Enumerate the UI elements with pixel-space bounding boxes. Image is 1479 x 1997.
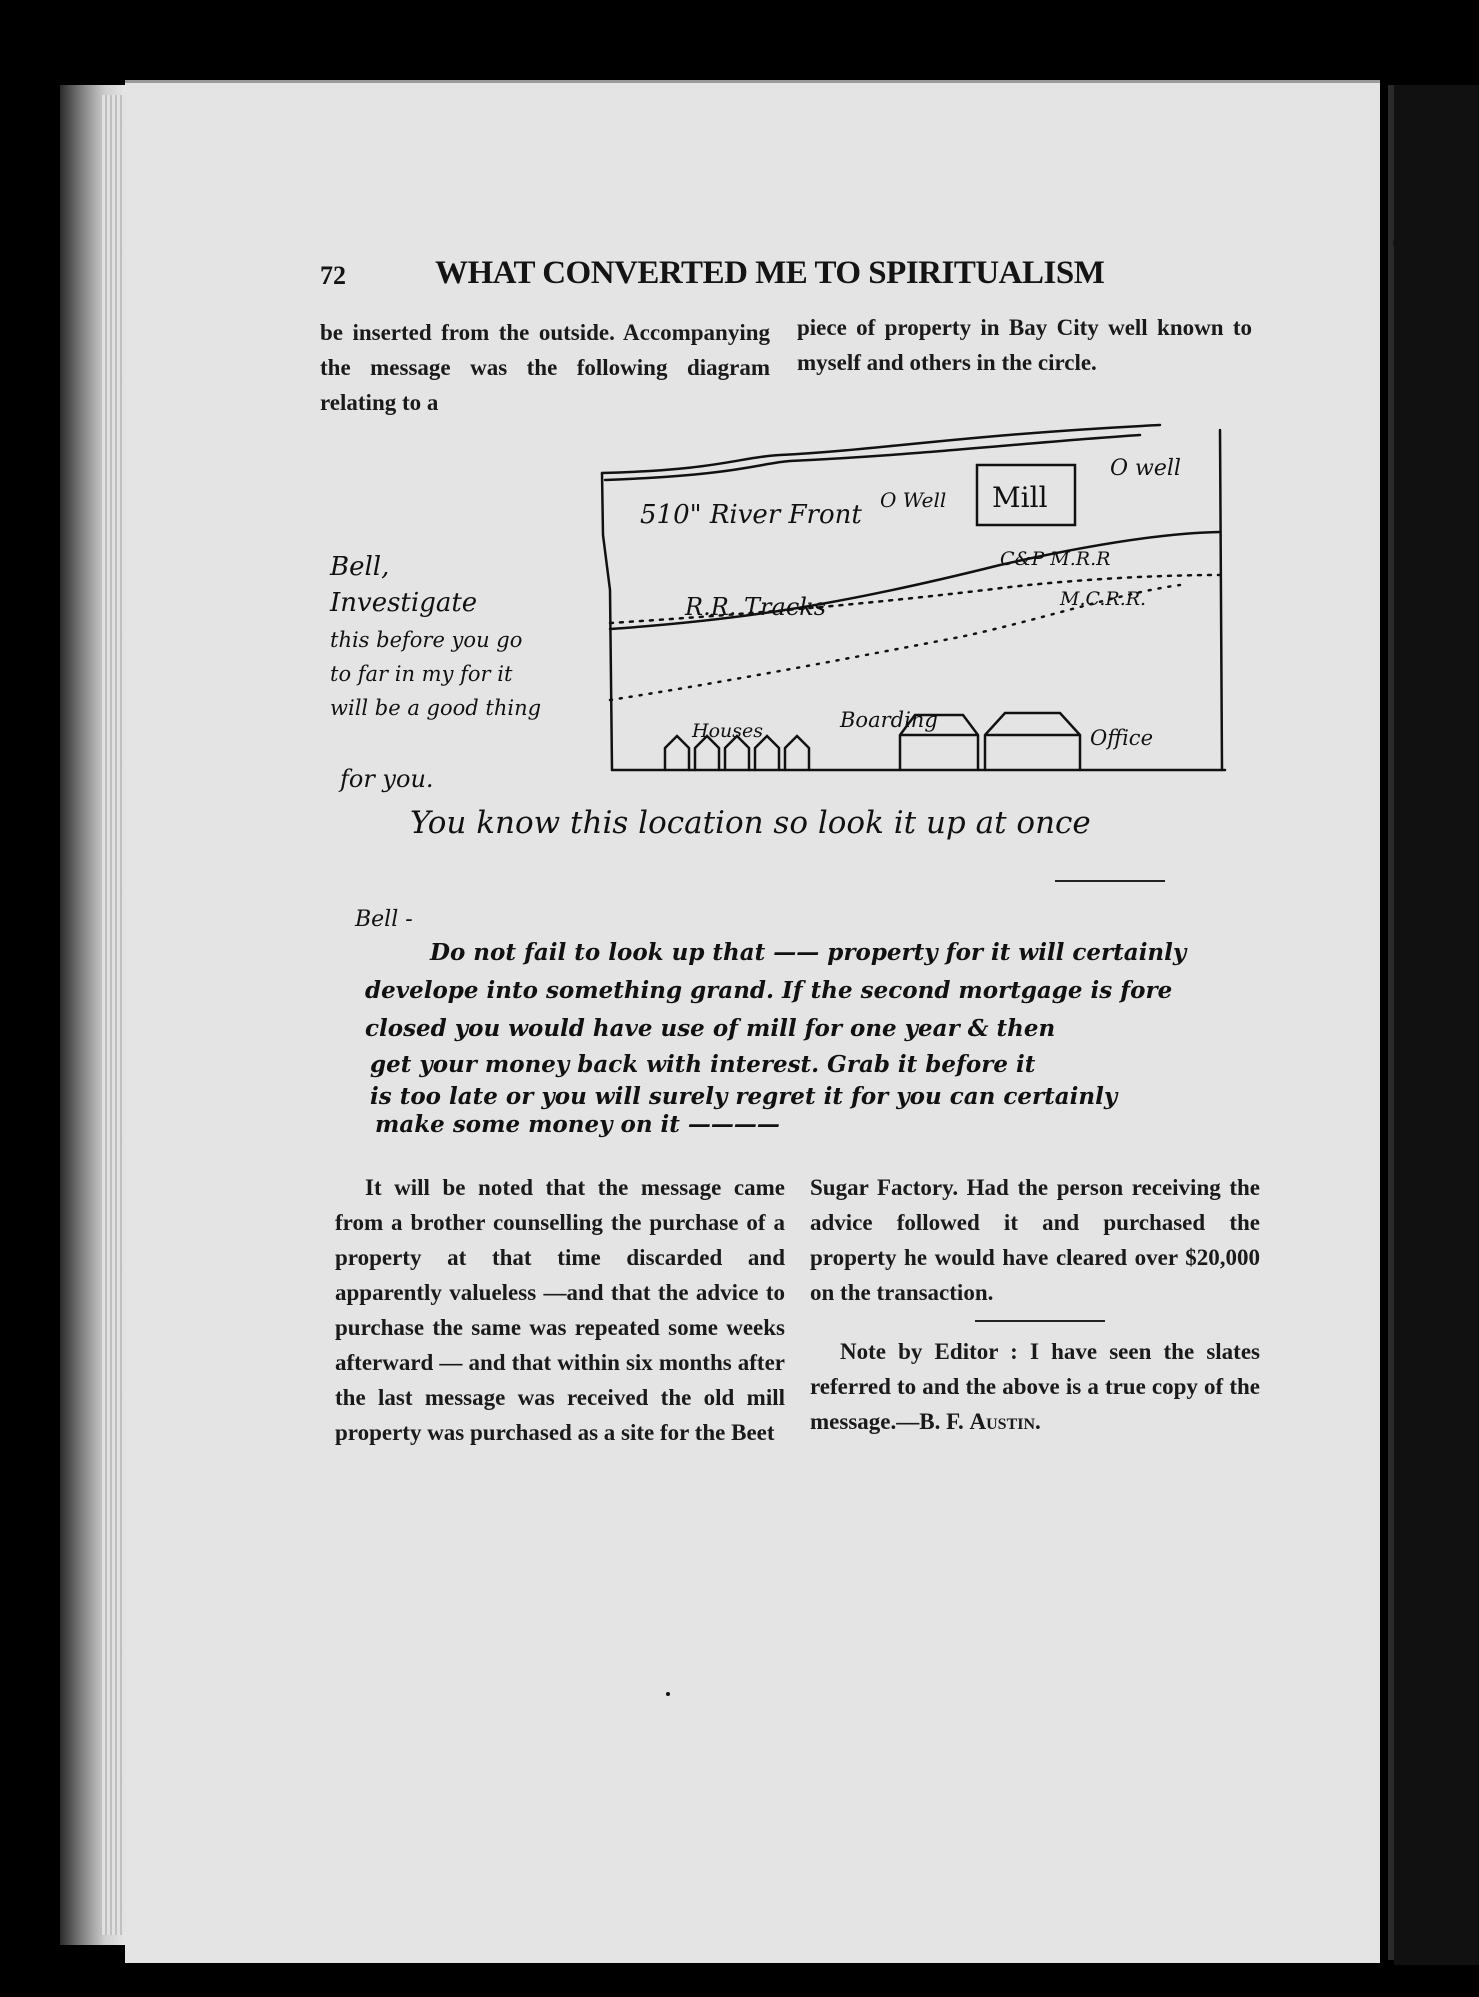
intro-right-column <box>797 310 1252 380</box>
note-line: for you. <box>340 765 434 793</box>
editor-note <box>810 1334 1260 1439</box>
message-line: is too late or you will surely regret it for you can certainly <box>370 1083 1118 1110</box>
message-salutation: Bell - <box>355 907 413 932</box>
property-right-border <box>1220 430 1222 770</box>
intro-right-text: piece of property in Bay City well known to myself and others in the circle. <box>797 315 1252 375</box>
editor-note-rule <box>975 1320 1105 1322</box>
houses-label: Houses <box>692 720 763 742</box>
message-line: develope into something grand. If the second mortgage is fore <box>365 977 1173 1004</box>
ink-speck <box>666 1692 670 1696</box>
well-label-2: O well <box>1110 456 1181 481</box>
intro-left-text: be inserted from the outside. Accompanying the message was the following diagram relating to a <box>320 320 770 415</box>
river-front-label: 510" River Front <box>640 500 862 530</box>
intro-left-column <box>320 315 770 420</box>
note-line: Investigate <box>330 588 478 618</box>
editor-note-text: Note by Editor : I have seen the slates referred to and the above is a true copy of the message.—B. F. <box>810 1339 1260 1434</box>
note-line: Bell, <box>330 552 390 582</box>
page-number: 72 <box>320 261 346 290</box>
river-line <box>602 425 1160 473</box>
note-line: to far in my for it <box>330 662 513 686</box>
office-building-shape <box>985 713 1080 770</box>
property-diagram <box>320 415 1250 855</box>
rr-tracks-label: R.R. Tracks <box>685 593 827 621</box>
book-right-edge <box>1394 85 1479 1965</box>
mc-rr-label: M.C.R.R. <box>1060 588 1147 610</box>
section-rule <box>1055 880 1165 882</box>
body-left-column <box>335 1170 785 1450</box>
page-header <box>320 255 1140 305</box>
note-line: this before you go <box>330 628 523 652</box>
editor-signature: Austin. <box>969 1409 1041 1434</box>
page-stack-edges <box>100 95 126 1935</box>
body-right-column <box>810 1170 1260 1439</box>
message-line: Do not fail to look up that —— property for it will certainly <box>430 939 1187 966</box>
ink-speck <box>1393 238 1401 249</box>
cp-rr-label: C&P M.R.R <box>1000 548 1111 570</box>
note-line: will be a good thing <box>330 696 542 720</box>
office-label: Office <box>1090 726 1153 750</box>
mill-label: Mill <box>992 481 1048 514</box>
running-title: WHAT CONVERTED ME TO SPIRITUALISM <box>435 255 1105 291</box>
boarding-label: Boarding <box>840 708 938 732</box>
well-label-1: O Well <box>880 488 947 512</box>
bottom-instruction: You know this location so look it up at once <box>410 805 1091 841</box>
property-left-border <box>602 473 612 770</box>
message-line: closed you would have use of mill for one year & then <box>365 1015 1056 1042</box>
message-line: get your money back with interest. Grab it before it <box>370 1051 1036 1078</box>
body-left-text: It will be noted that the message came from a brother counselling the purchase of a property at that time discarded and apparently valueless —and that the advice to purchase the same was repeated some weeks afterward — and that within six months after the last message was received the old mill property was purchased as a site for the Beet <box>335 1175 785 1445</box>
message-line: make some money on it ———— <box>375 1111 780 1138</box>
handwritten-message <box>320 900 1260 1140</box>
body-right-text: Sugar Factory. Had the person receiving the advice followed it and purchased the property he would have cleared over $20,000 on the transaction. <box>810 1175 1260 1305</box>
